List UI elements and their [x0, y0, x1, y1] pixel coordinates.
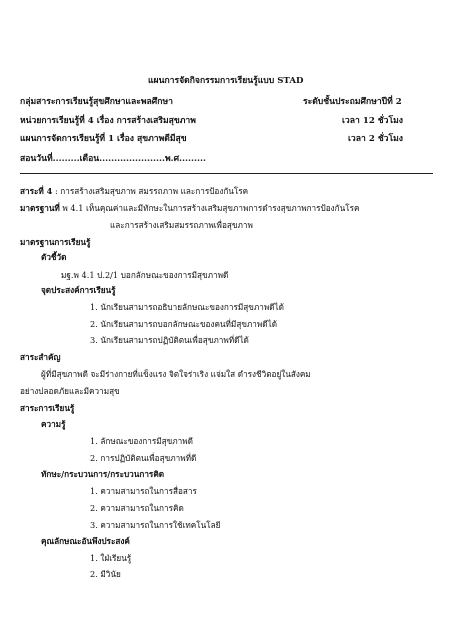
objectives-heading: จุดประสงค์การเรียนรู้ — [41, 285, 116, 295]
plan-title: แผนการจัดการเรียนรู้ที่ 1 เรื่อง สุขภาพดีมีสุข — [20, 134, 187, 144]
standard-label: มาตรฐานที่ — [20, 203, 60, 213]
standard-line-1 — [20, 204, 359, 212]
standard-text: พ 4.1 เห็นคุณค่าและมีทักษะในการสร้างเสริมสุขภาพการดำรงสุขภาพการป้องกันโรค — [59, 203, 360, 213]
standard-line-2: และการสร้างเสริมสมรรถภาพเพื่อสุขภาพ — [110, 220, 253, 230]
skills-heading: ทักษะ/กระบวนการ/กระบวนการคิด — [41, 469, 165, 479]
knowledge-item: 1. ลักษณะของการมีสุขภาพดี — [90, 436, 193, 446]
skills-item: 1. ความสามารถในการสื่อสาร — [90, 486, 197, 496]
attributes-heading: คุณลักษณะอันพึงประสงค์ — [41, 536, 130, 546]
key-concept-heading: สาระสำคัญ — [20, 352, 61, 362]
teach-date: สอนวันที่.........เดือน......................พ.ศ......... — [20, 154, 206, 164]
skills-item: 3. ความสามารถในการใช้เทคโนโลยี — [90, 520, 221, 530]
header-divider — [20, 173, 433, 174]
subject-group: กลุ่มสาระการเรียนรู้สุขศึกษาและพลศึกษา — [20, 97, 173, 107]
objective-item: 3. นักเรียนสามารถปฏิบัติตนเพื่อสุขภาพที่ดีได้ — [90, 335, 249, 345]
objective-item: 2. นักเรียนสามารถบอกลักษณะของคนที่มีสุขภาพดีได้ — [90, 319, 278, 329]
learning-standard-heading: มาตรฐานการเรียนรู้ — [20, 237, 91, 247]
strand-label: สาระที่ 4 — [20, 186, 53, 196]
content-heading: สาระการเรียนรู้ — [20, 403, 75, 413]
key-concept-line-2: อย่างปลอดภัยและมีความสุข — [20, 386, 120, 396]
skills-item: 2. ความสามารถในการคิด — [90, 503, 184, 513]
knowledge-heading: ความรู้ — [41, 419, 66, 429]
grade-level: ระดับชั้นประถมศึกษาปีที่ 2 — [303, 97, 402, 107]
key-concept-line-1: ผู้ที่มีสุขภาพดี จะมีร่างกายที่แข็งแรง จิตใจร่าเริง แจ่มใส ดำรงชีวิตอยู่ในสังคม — [41, 369, 311, 379]
attributes-item: 2. มีวินัย — [90, 569, 121, 579]
attributes-item: 1. ใฝ่เรียนรู้ — [90, 553, 132, 563]
indicator-heading: ตัวชี้วัด — [41, 252, 67, 262]
strand-line — [20, 187, 248, 195]
knowledge-item: 2. การปฏิบัติตนเพื่อสุขภาพที่ดี — [90, 453, 197, 463]
strand-text: : การสร้างเสริมสุขภาพ สมรรถภาพ และการป้องกันโรค — [52, 186, 249, 196]
unit-time: เวลา 12 ชั่วโมง — [342, 116, 403, 126]
document-title: แผนการจัดกิจกรรมการเรียนรู้แบบ STAD — [148, 76, 304, 86]
indicator-text: มฐ.พ 4.1 ป.2/1 บอกลักษณะของการมีสุขภาพดี — [61, 270, 229, 280]
plan-time: เวลา 2 ชั่วโมง — [348, 134, 403, 144]
objective-item: 1. นักเรียนสามารถอธิบายลักษณะของการมีสุขภาพดีได้ — [90, 302, 284, 312]
unit-title: หน่วยการเรียนรู้ที่ 4 เรื่อง การสร้างเสริมสุขภาพ — [20, 116, 196, 126]
